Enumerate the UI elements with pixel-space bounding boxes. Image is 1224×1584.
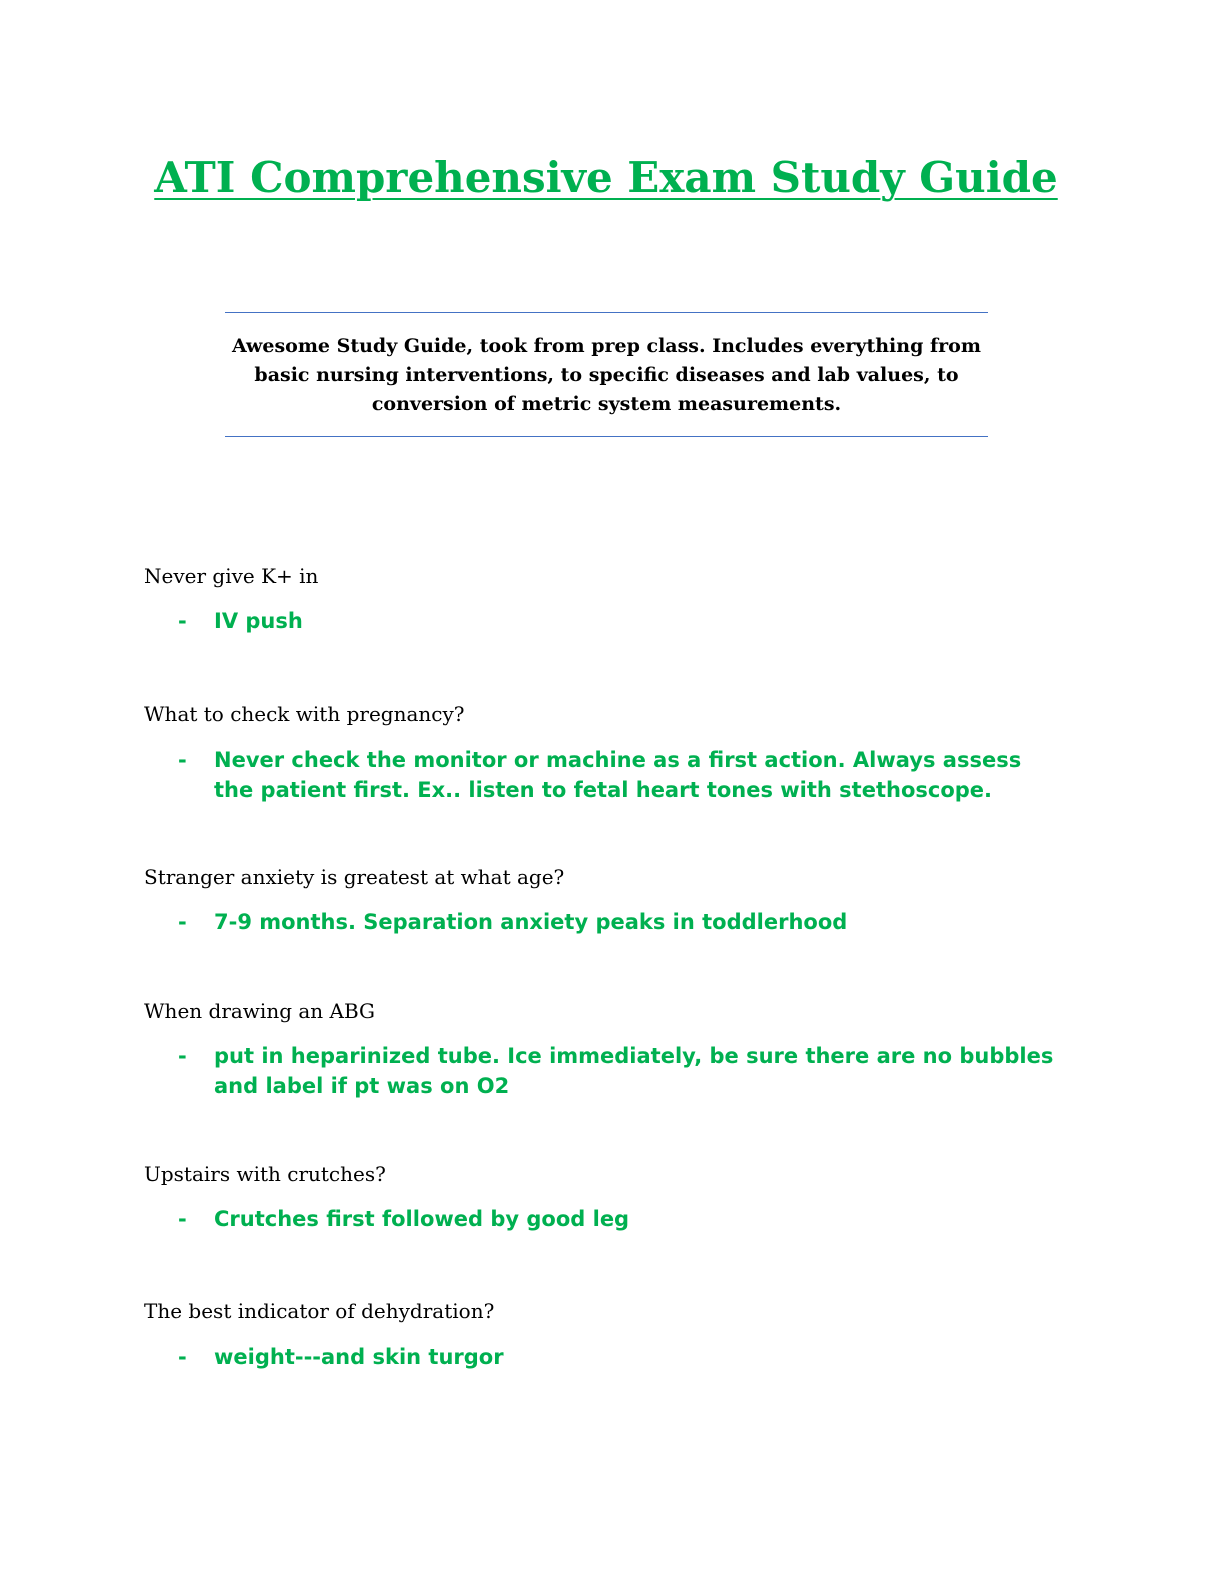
answer-bullet: -: [178, 1345, 187, 1369]
answer-text: weight---and skin turgor: [214, 1345, 504, 1369]
answer-5: [178, 1204, 1058, 1234]
answer-bullet: -: [178, 1207, 187, 1231]
answer-1: [178, 606, 1058, 636]
answer-bullet: -: [178, 1044, 187, 1068]
answer-text: put in heparinized tube. Ice immediately, be sure there are no bubbles and label if pt was on O2: [214, 1044, 1054, 1098]
abstract-bottom-rule: [225, 436, 988, 437]
abstract-top-rule: [225, 312, 988, 313]
question-5: Upstairs with crutches?: [144, 1162, 386, 1186]
answer-bullet: -: [178, 910, 187, 934]
question-6: The best indicator of dehydration?: [144, 1299, 495, 1323]
answer-text: IV push: [214, 609, 303, 633]
question-3: Stranger anxiety is greatest at what age?: [144, 865, 565, 889]
answer-6: [178, 1342, 1058, 1372]
answer-text: Crutches first followed by good leg: [214, 1207, 630, 1231]
abstract-text: Awesome Study Guide, took from prep class. Includes everything from basic nursing interventions, to specific diseases and lab values, to conversion of metric system measurements.: [232, 335, 981, 415]
answer-bullet: -: [178, 748, 187, 772]
answer-3: [178, 907, 1058, 937]
answer-text: Never check the monitor or machine as a first action. Always assess the patient first. Ex.. listen to fetal heart tones with stethoscope.: [214, 748, 1022, 802]
answer-4: [178, 1041, 1058, 1101]
answer-2: [178, 745, 1058, 805]
question-1: Never give K+ in: [144, 564, 319, 588]
answer-bullet: -: [178, 609, 187, 633]
question-4: When drawing an ABG: [144, 999, 376, 1023]
answer-text: 7-9 months. Separation anxiety peaks in toddlerhood: [214, 910, 848, 934]
document-title: ATI Comprehensive Exam Study Guide: [154, 153, 1058, 202]
question-2: What to check with pregnancy?: [144, 702, 465, 726]
